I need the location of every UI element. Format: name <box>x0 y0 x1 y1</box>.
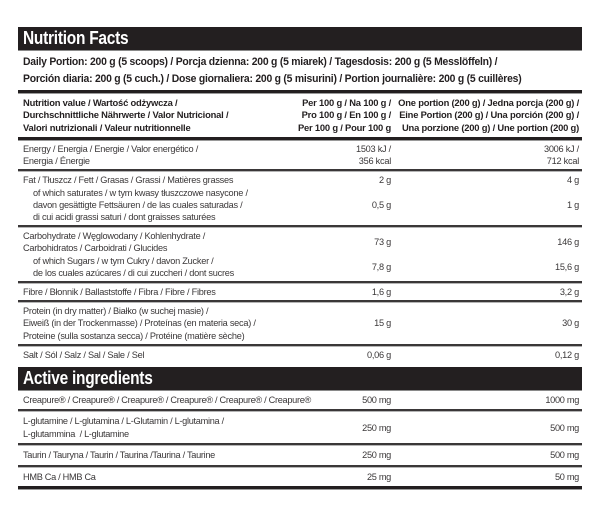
header-text: Pro 100 g / En 100 g / <box>301 109 391 121</box>
table-row-salt <box>18 347 582 363</box>
ingredient-name: Taurin / Tauryna / Taurin / Taurina /Taurina / Taurine <box>23 450 215 461</box>
nutrient-name <box>23 305 335 342</box>
value-line: 356 kcal <box>358 156 391 167</box>
table-row-carbohydrate <box>18 228 582 281</box>
ingredient-row-hmb-ca <box>18 468 582 486</box>
table-row-protein <box>18 303 582 344</box>
table-row-fat <box>18 172 582 225</box>
value-per-portion: 500 mg <box>550 450 579 461</box>
ingredient-row-l-glutamine <box>18 412 582 443</box>
header-text: Nutrition value / Wartość odżywcza / <box>23 97 178 108</box>
nutrient-name-line: Protein (in dry matter) / Białko (w suchej masie) / <box>23 306 209 317</box>
value-per-portion: 15,6 g <box>554 261 579 272</box>
nutrient-name-line: Energia / Énergie <box>23 156 90 167</box>
value-per-100g: 250 mg <box>362 450 391 461</box>
nutrient-name-line: de los cuales azúcares / di cui zuccheri / dont sucres <box>33 267 234 278</box>
fat-saturates <box>23 187 582 224</box>
nutrient-name: Salt / Sól / Salz / Sal / Sale / Sel <box>23 349 145 360</box>
nutrient-name <box>23 255 345 279</box>
ingredient-row-creapure <box>18 391 582 409</box>
value-per-100g: 0,5 g <box>371 199 391 210</box>
header-text: Una porzione (200 g) / Une portion (200 g) <box>401 121 579 133</box>
nutrition-label <box>18 27 582 490</box>
value-per-portion: 1000 mg <box>545 394 579 405</box>
value-line: 3006 kJ / <box>543 143 579 154</box>
nutrient-name-line: Eiweiß (in der Trockenmasse) / Proteínas (en materia seca) / <box>23 318 256 329</box>
column-header-per-portion <box>391 97 582 134</box>
nutrient-name <box>23 187 345 224</box>
nutrient-name <box>23 143 335 167</box>
ingredient-name-line: L-glutammina / L-glutamine <box>23 428 129 439</box>
value-per-portion: 3,2 g <box>559 286 579 297</box>
nutrient-name-line: Proteine (sulla sostanza secca) / Protéine (matière sèche) <box>23 330 245 341</box>
active-ingredients-header <box>18 367 582 391</box>
daily-portion-line-1: Daily Portion: 200 g (5 scoops) / Porcja dzienna: 200 g (5 miarek) / Tagesdosis: 200 g (5 Messlöffeln) / <box>23 56 498 68</box>
daily-portion-line-2: Porción diaria: 200 g (5 cuch.) / Dose giornaliera: 200 g (5 misurini) / Portion journalière: 200 g (5 cuillères) <box>23 73 522 85</box>
value-per-portion: 1 g <box>566 199 579 210</box>
nutrient-name-line: davon gesättigte Fettsäuren / de las cuales saturadas / <box>33 199 243 210</box>
value-line: 1503 kJ / <box>355 143 391 154</box>
header-text: One portion (200 g) / Jedna porcja (200 g) / <box>398 97 579 108</box>
nutrient-name-line: di cui acidi grassi saturi / dont graisses saturées <box>33 211 216 222</box>
value-per-portion <box>391 143 582 167</box>
nutrient-name <box>23 230 335 254</box>
value-per-portion: 0,12 g <box>554 349 579 360</box>
fat-main <box>23 174 582 186</box>
carbohydrate-main <box>23 230 582 254</box>
ingredient-name-line: L-glutamine / L-glutamina / L-Glutamin / L-glutamina / <box>23 416 224 427</box>
nutrition-facts-title: Nutrition Facts <box>23 28 129 48</box>
value-per-100g: 15 g <box>374 318 391 329</box>
column-header-per-100g <box>285 97 391 134</box>
value-per-portion: 50 mg <box>554 471 579 482</box>
value-per-100g: 73 g <box>374 237 391 248</box>
carbohydrate-sugars <box>23 255 582 279</box>
nutrient-name-line: Energy / Energia / Energie / Valor energético / <box>23 143 198 154</box>
header-text: Valori nutrizionali / Valeur nutritionnelle <box>23 121 191 133</box>
divider-thick-bottom <box>18 486 582 490</box>
nutrient-name-line: of which Sugars / w tym Cukry / davon Zucker / <box>33 255 214 266</box>
ingredient-name <box>23 415 335 440</box>
column-header-nutrient <box>23 97 285 134</box>
value-per-100g: 250 mg <box>362 422 391 433</box>
table-row-fibre <box>18 284 582 300</box>
nutrition-facts-header <box>18 27 582 51</box>
active-ingredients-title: Active ingredients <box>23 367 153 388</box>
value-per-100g: 0,06 g <box>366 349 391 360</box>
value-per-portion: 500 mg <box>550 422 579 433</box>
value-per-portion: 4 g <box>566 175 579 186</box>
ingredient-row-taurine <box>18 446 582 464</box>
value-line: 712 kcal <box>546 156 579 167</box>
header-text: Durchschnittliche Nährwerte / Valor Nutricional / <box>23 109 229 121</box>
header-text: Per 100 g / Pour 100 g <box>297 121 391 133</box>
column-headers <box>18 94 582 137</box>
value-per-100g: 1,6 g <box>371 286 391 297</box>
nutrient-name: Fat / Tłuszcz / Fett / Grasas / Grassi / Matières grasses <box>23 175 234 186</box>
daily-portion-info <box>18 51 582 90</box>
nutrient-name-line: Carbohydrate / Węglowodany / Kohlenhydrate / <box>23 231 206 242</box>
value-per-portion: 30 g <box>562 318 579 329</box>
value-per-100g: 25 mg <box>366 471 391 482</box>
value-per-portion: 146 g <box>557 237 579 248</box>
value-per-100g: 7,8 g <box>371 261 391 272</box>
nutrient-name: Fibre / Błonnik / Ballaststoffe / Fibra / Fibre / Fibres <box>23 286 216 297</box>
value-per-100g <box>335 143 391 167</box>
value-per-100g: 2 g <box>378 175 391 186</box>
value-per-100g: 500 mg <box>362 394 391 405</box>
ingredient-name: HMB Ca / HMB Ca <box>23 471 96 482</box>
nutrient-name-line: Carbohidratos / Carboidrati / Glucides <box>23 243 168 254</box>
header-text: Eine Portion (200 g) / Una porción (200 g) / <box>399 109 579 121</box>
ingredient-name: Creapure® / Creapure® / Creapure® / Creapure® / Creapure® / Creapure® <box>23 394 312 405</box>
header-text: Per 100 g / Na 100 g / <box>302 97 391 108</box>
nutrient-name-line: of which saturates / w tym kwasy tłuszczowe nasycone / <box>33 187 248 198</box>
table-row-energy <box>18 141 582 169</box>
